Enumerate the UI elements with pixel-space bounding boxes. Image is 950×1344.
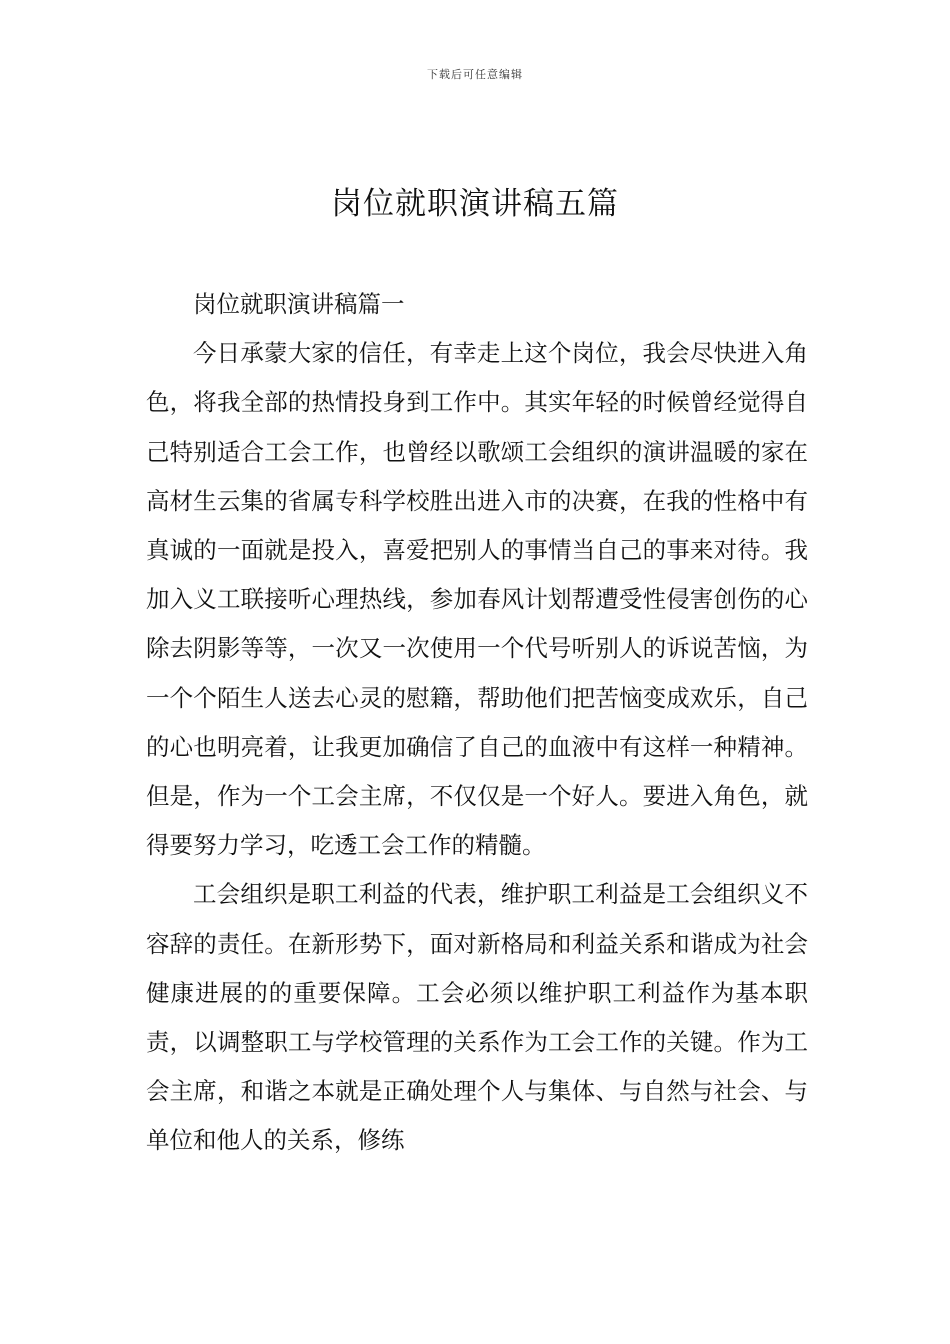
header-note: 下载后可任意编辑 [427,68,523,81]
body-paragraph: 工会组织是职工利益的代表，维护职工利益是工会组织义不容辞的责任。在新形势下，面对新格局和利益关系和谐成为社会健康进展的的重要保障。工会必须以维护职工利益作为基本职责，以调整职工与学校管理的关系作为工会工作的关键。作为工会主席，和谐之本就是正确处理个人与集体、与自然与社会、与单位和他人的关系，修练 [146,880,808,1155]
document-title: 岗位就职演讲稿五篇 [331,186,619,222]
document-body [146,280,808,1166]
section-heading: 岗位就职演讲稿篇一 [193,290,405,318]
body-paragraph: 今日承蒙大家的信任，有幸走上这个岗位，我会尽快进入角色，将我全部的热情投身到工作中。其实年轻的时候曾经觉得自己特别适合工会工作，也曾经以歌颂工会组织的演讲温暖的家在高材生云集的省属专科学校胜出进入市的决赛，在我的性格中有真诚的一面就是投入，喜爱把别人的事情当自己的事来对待。我加入义工联接听心理热线，参加春风计划帮遭受性侵害创伤的心除去阴影等等，一次又一次使用一个代号听别人的诉说苦恼，为一个个陌生人送去心灵的慰籍，帮助他们把苦恼变成欢乐，自己的心也明亮着，让我更加确信了自己的血液中有这样一种精神。但是，作为一个工会主席，不仅仅是一个好人。要进入角色，就得要努力学习，吃透工会工作的精髓。 [146,339,808,860]
